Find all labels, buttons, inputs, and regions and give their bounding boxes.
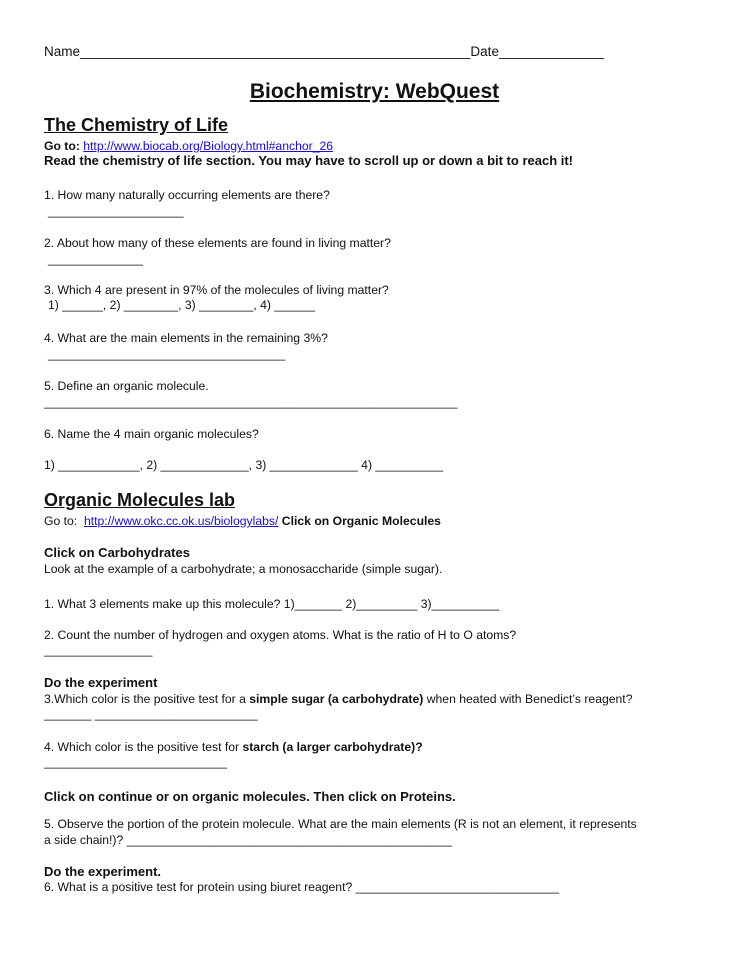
continue-instruction: Click on continue or on organic molecules. Then click on Proteins. (44, 789, 456, 804)
q3-bold-text: simple sugar (a carbohydrate) (249, 692, 424, 706)
question-5: 5. Define an organic molecule. (44, 379, 209, 393)
answer-blank-5: _____________________________________________________________ (44, 395, 458, 409)
carbohydrate-intro: Look at the example of a carbohydrate; a monosaccharide (simple sugar). (44, 562, 443, 576)
lab-answer-blank-4: ___________________________ (44, 755, 228, 769)
lab-question-2: 2. Count the number of hydrogen and oxygen atoms. What is the ratio of H to O atoms? (44, 628, 517, 642)
goto-label: Go to: (44, 139, 80, 153)
q3-text: 3.Which color is the positive test for a (44, 692, 250, 706)
q4-bold-text: starch (a larger carbohydrate)? (242, 740, 423, 754)
question-3: 3. Which 4 are present in 97% of the molecules of living matter? (44, 283, 389, 297)
goto-tail: Click on Organic Molecules (281, 514, 441, 528)
lab-question-3 (44, 692, 632, 706)
experiment-heading-2: Do the experiment. (44, 864, 162, 879)
section1-instruction: Read the chemistry of life section. You may have to scroll up or down a bit to reach it! (44, 153, 574, 168)
answer-blank-6: 1) ____________, 2) _____________, 3) _____________ 4) __________ (44, 458, 444, 472)
lab-question-5-line1: 5. Observe the portion of the protein molecule. What are the main elements (R is not an element, it represents (44, 817, 637, 831)
question-4: 4. What are the main elements in the remaining 3%? (44, 331, 328, 345)
lab-question-5-line2: a side chain!)? ________________________________________________ (44, 833, 453, 847)
biocab-link[interactable]: http://www.biocab.org/Biology.html#anchor_26 (83, 139, 334, 153)
section-heading-organic-molecules-lab: Organic Molecules lab (44, 490, 236, 510)
q3-text-end: when heated with Benedict’s reagent? (423, 692, 633, 706)
lab-question-4 (44, 740, 423, 754)
experiment-heading: Do the experiment (44, 675, 158, 690)
lab-question-1: 1. What 3 elements make up this molecule? 1)_______ 2)_________ 3)__________ (44, 597, 500, 611)
q4-text: 4. Which color is the positive test for (44, 740, 243, 754)
answer-blank-4: ___________________________________ (48, 347, 286, 361)
answer-blank-3: 1) ______, 2) ________, 3) ________, 4) ______ (48, 298, 315, 312)
lab-answer-blank-2: ________________ (44, 643, 153, 657)
goto-line-2 (44, 514, 441, 528)
lab-answer-blank-3: _______ ________________________ (44, 707, 258, 721)
name-date-line: Name____________________________________________________Date______________ (44, 44, 605, 59)
page-title: Biochemistry: WebQuest (249, 80, 500, 103)
question-2: 2. About how many of these elements are found in living matter? (44, 236, 391, 250)
carbohydrates-heading: Click on Carbohydrates (44, 545, 190, 560)
lab-question-6: 6. What is a positive test for protein using biuret reagent? ______________________________ (44, 880, 559, 894)
section-heading-chemistry-of-life: The Chemistry of Life (44, 115, 229, 135)
answer-blank-2: ______________ (48, 252, 143, 266)
question-6: 6. Name the 4 main organic molecules? (44, 427, 259, 441)
answer-blank-1: ____________________ (48, 204, 184, 218)
goto-label: Go to: (44, 514, 78, 528)
goto-line-1 (44, 139, 333, 153)
okc-biologylabs-link[interactable]: http://www.okc.cc.ok.us/biologylabs/ (83, 514, 279, 528)
question-1: 1. How many naturally occurring elements are there? (44, 188, 330, 202)
